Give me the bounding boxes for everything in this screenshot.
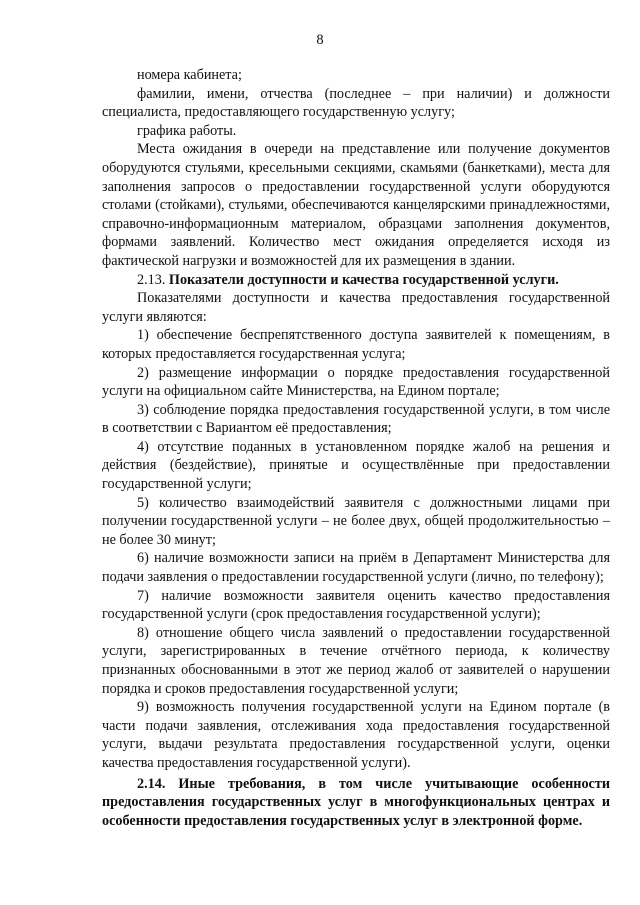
section-title-2-13: Показатели доступности и качества государственной услуги.	[168, 271, 559, 288]
list-item-5: 5) количество взаимодействий заявителя с должностными лицами при получении государственной услуги – не более двух, общей продолжительностью – не более 30 минут;	[102, 494, 610, 548]
list-item-9: 9) возможность получения государственной услуги на Едином портале (в части подачи заявления, отслеживания хода предоставления государственной услуги, выдачи результата предоставления государственной услуги, оценки качества предоставления государственной услуги).	[102, 699, 610, 771]
list-item-3: 3) соблюдение порядка предоставления государственной услуги, в том числе в соответствии с Вариантом её предоставления;	[102, 401, 610, 437]
section-number-2-13: 2.13.	[137, 271, 166, 288]
paragraph-room-number: номера кабинета;	[137, 67, 242, 83]
list-item-4: 4) отсутствие поданных в установленном порядке жалоб на решения и действия (бездействие), принятые и осуществлённые при предоставлении государственной услуги;	[102, 438, 610, 493]
list-item-8: 8) отношение общего числа заявлений о предоставлении государственной услуги, зарегистрированных в течение отчётного периода, к количеству признанных обоснованными в этот же период жалоб от заявителей о нарушении порядка и сроков предоставления государственной услуги;	[102, 624, 610, 697]
paragraph-work-schedule: графика работы.	[137, 122, 237, 139]
page-content	[102, 66, 610, 830]
section-intro-2-13: Показателями доступности и качества предоставления государственной услуги являются:	[102, 290, 610, 325]
list-item-1: 1) обеспечение беспрепятственного доступа заявителей к помещениям, в которых предоставляется государственная услуга;	[102, 327, 610, 362]
list-item-6: 6) наличие возможности записи на приём в Департамент Министерства для подачи заявления о предоставлении государственной услуги (лично, по телефону);	[102, 550, 610, 586]
list-item-7: 7) наличие возможности заявителя оценить качество предоставления государственной услуги (срок предоставления государственной услуги);	[102, 587, 610, 623]
paragraph-specialist-name: фамилии, имени, отчества (последнее – при наличии) и должности специалиста, предоставляющего государственную услугу;	[102, 85, 610, 121]
section-heading-2-14: 2.14. Иные требования, в том числе учитывающие особенности предоставления государственных услуг в многофункциональных центрах и особенности предоставления государственных услуг в электронной форме.	[102, 775, 610, 829]
section-heading-2-13	[102, 271, 610, 290]
list-item-2: 2) размещение информации о порядке предоставления государственной услуги на официальном сайте Министерства, на Едином портале;	[102, 364, 610, 400]
paragraph-waiting-areas: Места ожидания в очереди на представление или получение документов оборудуются стульями, кресельными секциями, скамьями (банкетками), места для заполнения запросов о предоставлении государственной услуги оборудуются столами (стойками), стульями, обеспечиваются канцелярскими принадлежностями, справочно-информационным материалом, образцами заполнения документов, формами заявлений. Количество мест ожидания определяется исходя из фактической нагрузки и возможностей для их размещения в здании.	[102, 141, 610, 269]
page-number: 8	[316, 32, 324, 48]
